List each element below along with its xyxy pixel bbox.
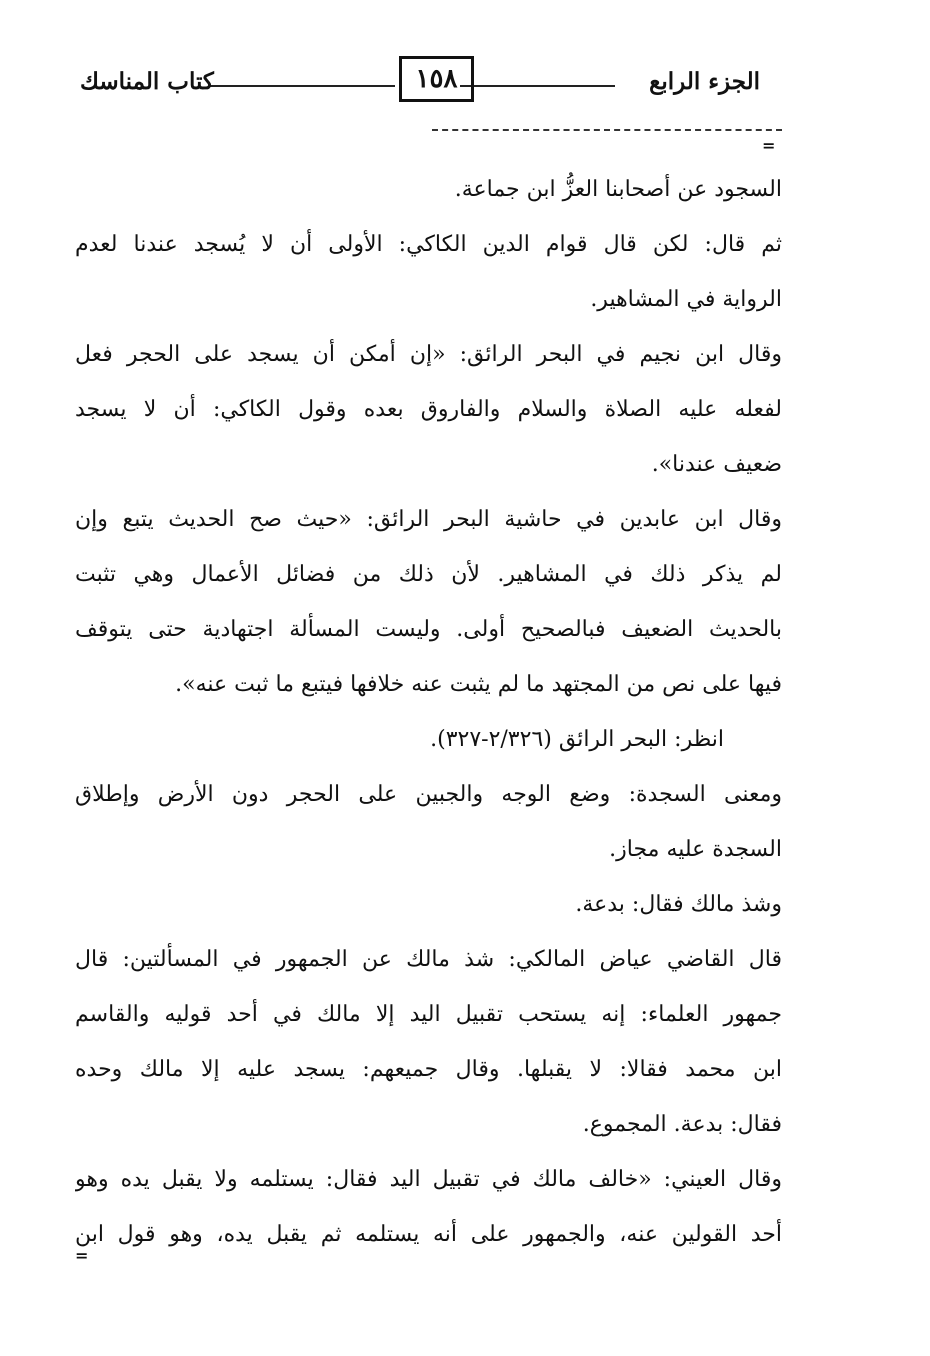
text-line: وقال العيني: «خالف مالك في تقبيل اليد فقال: يستلمه ولا يقبل يده وهو xyxy=(75,1167,782,1192)
dashed-separator xyxy=(432,129,782,131)
text-line: قال القاضي عياض المالكي: شذ مالك عن الجمهور في المسألتين: قال xyxy=(75,947,782,972)
text-line: انظر: البحر الرائق (٢/٣٢٦-٣٢٧). xyxy=(430,727,724,752)
text-line: وقال ابن نجيم في البحر الرائق: «إن أمكن أن يسجد على الحجر فعل xyxy=(75,342,782,367)
text-line: ابن محمد فقالا: لا يقبلها. وقال جميعهم: يسجد عليه إلا مالك وحده xyxy=(75,1057,782,1082)
text-line: لم يذكر ذلك في المشاهير. لأن ذلك من فضائل الأعمال وهي تثبت xyxy=(75,562,782,587)
text-line: الرواية في المشاهير. xyxy=(590,287,782,312)
text-line: بالحديث الضعيف فبالصحيح أولى. وليست المسألة اجتهادية حتى يتوقف xyxy=(75,617,782,642)
text-line: فيها على نص من المجتهد ما لم يثبت عنه خلافها فيتبع ما ثبت عنه». xyxy=(175,672,782,697)
page-number: ١٥٨ xyxy=(399,56,474,102)
text-line: فقال: بدعة. المجموع. xyxy=(582,1112,782,1137)
body-text xyxy=(75,162,782,1262)
text-line: السجود عن أصحابنا العزُّ ابن جماعة. xyxy=(454,177,782,202)
text-line: ضعيف عندنا». xyxy=(651,452,782,477)
text-line: لفعله عليه الصلاة والسلام والفاروق بعده وقول الكاكي: أن لا يسجد xyxy=(75,397,782,422)
header-rule-right xyxy=(460,85,615,87)
text-line: ثم قال: لكن قال قوام الدين الكاكي: الأولى أن لا يُسجد عندنا لعدم xyxy=(75,232,782,257)
volume-title: الجزء الرابع xyxy=(649,68,760,95)
text-line: أحد القولين عنه، والجمهور على أنه يستلمه ثم يقبل يده، وهو قول ابن xyxy=(75,1222,782,1247)
continuation-mark-bottom: = xyxy=(75,1246,89,1265)
book-title: كتاب المناسك xyxy=(80,68,214,95)
header-rule-left xyxy=(210,85,395,87)
text-line: وشذ مالك فقال: بدعة. xyxy=(575,892,782,917)
text-line: ومعنى السجدة: وضع الوجه والجبين على الحجر دون الأرض وإطلاق xyxy=(75,782,782,807)
text-line: جمهور العلماء: إنه يستحب تقبيل اليد إلا مالك في أحد قوليه والقاسم xyxy=(75,1002,782,1027)
text-line: وقال ابن عابدين في حاشية البحر الرائق: «حيث صح الحديث يتبع وإن xyxy=(75,507,782,532)
running-header xyxy=(60,40,800,120)
text-line: السجدة عليه مجاز. xyxy=(609,837,782,862)
continuation-mark-top: = xyxy=(762,136,776,155)
